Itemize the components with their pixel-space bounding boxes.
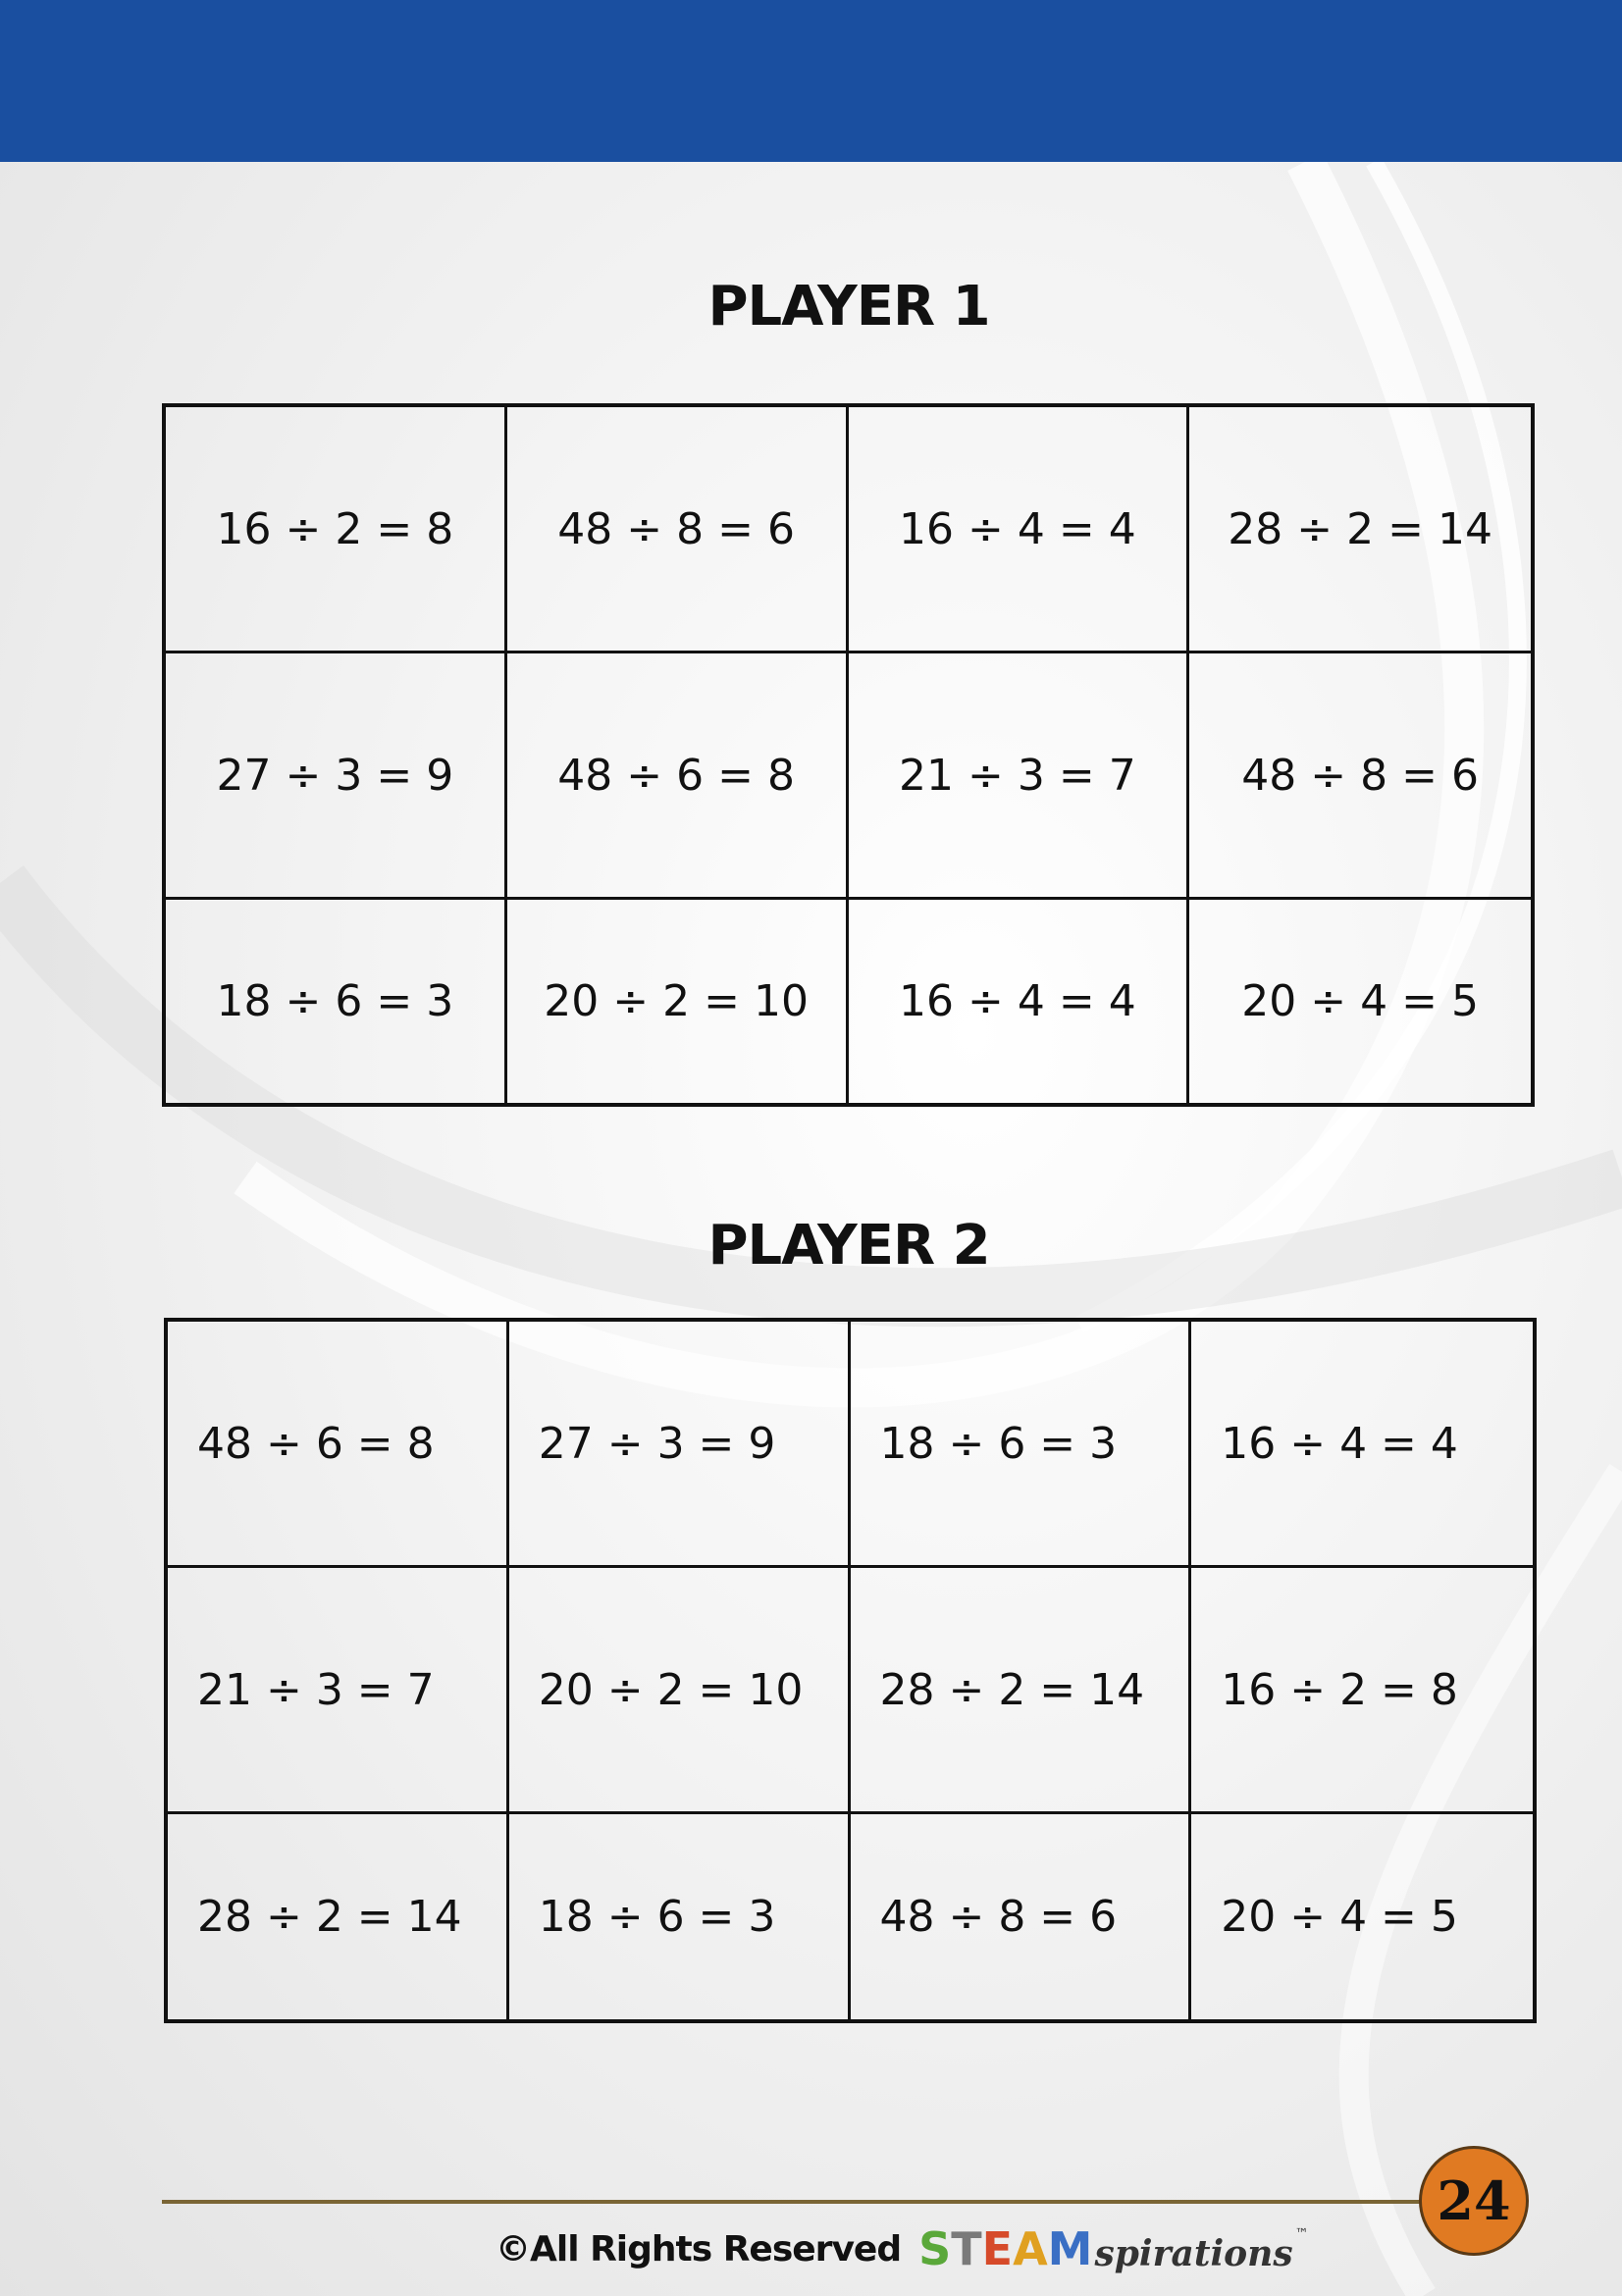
header-band	[0, 0, 1622, 162]
player1-cell: 48 ÷ 6 = 8	[507, 653, 849, 900]
player1-cell: 20 ÷ 4 = 5	[1241, 976, 1479, 1026]
page-number-badge: 24	[1419, 2146, 1529, 2256]
player2-cell: 48 ÷ 6 = 8	[168, 1322, 509, 1568]
footer-divider	[162, 2200, 1438, 2204]
player1-cell: 16 ÷ 2 = 8	[166, 407, 507, 653]
logo-letter: A	[1013, 2222, 1048, 2275]
player1-cell: 16 ÷ 4 = 4	[849, 407, 1190, 653]
player2-cell: 28 ÷ 2 = 14	[851, 1568, 1192, 1814]
player1-cell: 18 ÷ 6 = 3	[166, 900, 507, 1103]
player1-title: PLAYER 1	[707, 275, 990, 339]
player1-cell: 48 ÷ 8 = 6	[1189, 653, 1531, 900]
logo-letter: S	[918, 2222, 952, 2275]
player1-cell: 28 ÷ 2 = 14	[1189, 407, 1531, 653]
player1-cell: 48 ÷ 8 = 6	[507, 407, 849, 653]
player2-cell: 16 ÷ 2 = 8	[1191, 1568, 1533, 1814]
logo-trademark: ™	[1294, 2226, 1309, 2242]
footer	[496, 2219, 1309, 2278]
steamspirations-logo	[918, 2222, 1309, 2275]
player2-cell: 21 ÷ 3 = 7	[168, 1568, 509, 1814]
logo-letter: E	[981, 2222, 1014, 2275]
player1-cell: 16 ÷ 4 = 4	[849, 900, 1190, 1103]
player2-cell: 20 ÷ 4 = 5	[1221, 1892, 1458, 1942]
player1-cell: 21 ÷ 3 = 7	[849, 653, 1190, 900]
player2-grid	[164, 1318, 1537, 2023]
logo-letter: T	[951, 2222, 982, 2275]
player1-cell: 20 ÷ 2 = 10	[507, 900, 849, 1103]
player1-grid	[162, 403, 1535, 1107]
player1-cell: 27 ÷ 3 = 9	[166, 653, 507, 900]
logo-suffix: spirations	[1094, 2233, 1293, 2274]
player2-cell: 20 ÷ 2 = 10	[509, 1568, 851, 1814]
player2-cell: 28 ÷ 2 = 14	[168, 1814, 509, 2019]
player2-cell: 16 ÷ 4 = 4	[1191, 1322, 1533, 1568]
player2-cell: 18 ÷ 6 = 3	[509, 1814, 851, 2019]
copyright-text: ©All Rights Reserved	[496, 2228, 902, 2270]
player2-cell: 48 ÷ 8 = 6	[851, 1814, 1192, 2019]
player2-cell: 18 ÷ 6 = 3	[851, 1322, 1192, 1568]
player2-title: PLAYER 2	[707, 1214, 990, 1278]
player2-cell: 27 ÷ 3 = 9	[509, 1322, 851, 1568]
logo-letter: M	[1047, 2222, 1093, 2275]
